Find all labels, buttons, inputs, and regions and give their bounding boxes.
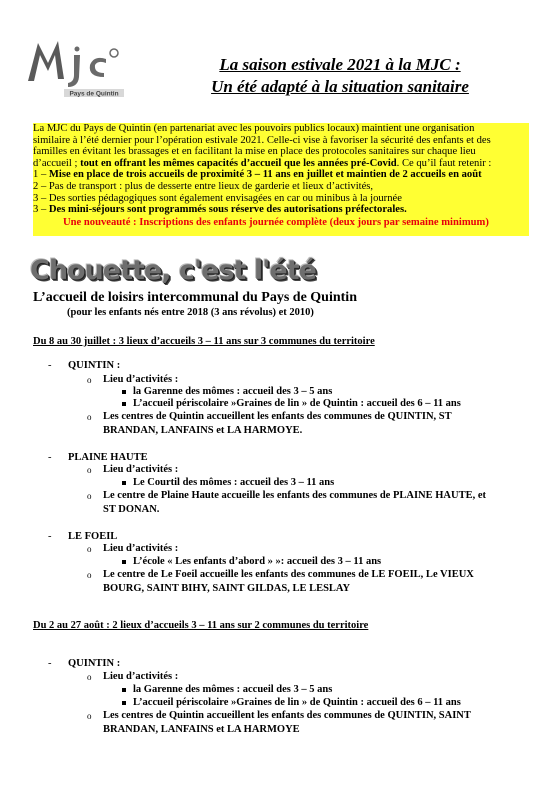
dash-bullet: - [48,452,52,463]
intro-line: La MJC du Pays de Quintin (en partenariat avec les pouvoirs publics locaux) maintient une organisation [33,123,475,134]
communes-line: ST DONAN. [103,504,160,515]
square-bullet [122,701,126,705]
activity-item: la Garenne des mômes : accueil des 3 – 5 ans [133,684,333,695]
circle-bullet: o [87,672,92,682]
communes-line: Les centres de Quintin accueillent les enfants des communes de QUINTIN, SAINT [103,710,471,721]
period-juillet: Du 8 au 30 juillet : 3 lieux d’accueils 3 – 11 ans sur 3 communes du territoire [33,336,375,347]
point-2: 2 – Pas de transport : plus de desserte entre lieux de garderie et lieux d’activités, [33,181,374,192]
lieu-label: Lieu d’activités : [103,671,179,682]
page-title-line1: La saison estivale 2021 à la MJC : [219,55,461,74]
page-title-line2: Un été adapté à la situation sanitaire [211,77,469,96]
mjc-logo-graphic [24,33,128,99]
communes-line: BOURG, SAINT BIHY, SAINT GILDAS, LE LESLAY [103,583,351,594]
point-1 [33,169,529,181]
intro-emphasis: tout en offrant les mêmes capacités d’accueil que les années pré-Covid [80,157,397,169]
circle-bullet: o [87,465,92,475]
point-text: Des mini-séjours sont programmés sous réserve des autorisations préfectorales. [48,204,407,216]
circle-bullet: o [87,412,92,422]
intro-line: similaire à l’été dernier pour l’opération estivale 2021. Celle-ci vise à favoriser la sécurité des enfants et des [33,134,491,146]
square-bullet [122,560,126,564]
site-le-foeil: LE FOEIL [68,531,118,542]
circle-bullet: o [87,570,92,580]
dash-bullet: - [48,360,52,371]
site-plaine-haute: PLAINE HAUTE [68,452,148,463]
square-bullet [122,390,126,394]
lieu-label: Lieu d’activités : [103,374,179,385]
accueil-title: L’accueil de loisirs intercommunal du Pays de Quintin [33,290,357,305]
point-4 [33,204,529,216]
accueil-subtitle: (pour les enfants nés entre 2018 (3 ans révolus) et 2010) [67,307,314,318]
mjc-logo [24,33,128,99]
dash-bullet: - [48,658,52,669]
point-number: 3 – [33,204,49,216]
lieu-label: Lieu d’activités : [103,543,179,554]
square-bullet [122,402,126,406]
intro-text: d’accueil ; [33,157,81,169]
activity-item: L’accueil périscolaire »Graines de lin » de Quintin : accueil des 6 – 11 ans [133,697,461,708]
intro-text: . Ce qu’il faut retenir : [396,157,492,169]
intro-line: familles en évitant les brassages et en facilitant la mise en place des protocoles sanitaires sur chaque lieu [33,146,476,158]
communes-line: BRANDAN, LANFAINS et LA HARMOYE. [103,425,303,436]
activity-item: L’accueil périscolaire »Graines de lin » de Quintin : accueil des 6 – 11 ans [133,398,461,409]
site-quintin: QUINTIN : [68,658,121,669]
period-aout: Du 2 au 27 août : 2 lieux d’accueils 3 – 11 ans sur 2 communes du territoire [33,620,369,631]
point-3: 3 – Des sorties pédagogiques sont également envisagées en car ou minibus à la journée [33,192,402,204]
logo-tagline: Pays de Quintin [69,90,119,98]
intro-box [33,123,529,236]
circle-bullet: o [87,375,92,385]
chouette-heading: Chouette, c'est l'été [30,255,316,286]
communes-line: BRANDAN, LANFAINS et LA HARMOYE [103,724,300,735]
communes-line: Le centre de Le Foeil accueille les enfants des communes de LE FOEIL, Le VIEUX [103,569,474,580]
point-text: Mise en place de trois accueils de proximité 3 – 11 ans en juillet et maintien de 2 accueils en août [48,169,482,181]
lieu-label: Lieu d’activités : [103,464,179,475]
nouveaute-notice: Une nouveauté : Inscriptions des enfants journée complète (deux jours par semaine minimum) [63,217,489,228]
communes-line: Le centre de Plaine Haute accueille les enfants des communes de PLAINE HAUTE, et [103,490,487,501]
activity-item: Le Courtil des mômes : accueil des 3 – 11 ans [133,477,335,488]
activity-item: L’école « Les enfants d’abord » »: accueil des 3 – 11 ans [133,556,382,567]
circle-bullet: o [87,544,92,554]
communes-line: Les centres de Quintin accueillent les enfants des communes de QUINTIN, ST [103,411,452,422]
point-number: 1 – [33,169,49,181]
intro-line [33,158,529,170]
site-quintin: QUINTIN : [68,360,121,371]
activity-item: la Garenne des mômes : accueil des 3 – 5 ans [133,386,333,397]
circle-bullet: o [87,711,92,721]
circle-bullet: o [87,491,92,501]
square-bullet [122,481,126,485]
square-bullet [122,688,126,692]
dash-bullet: - [48,531,52,542]
